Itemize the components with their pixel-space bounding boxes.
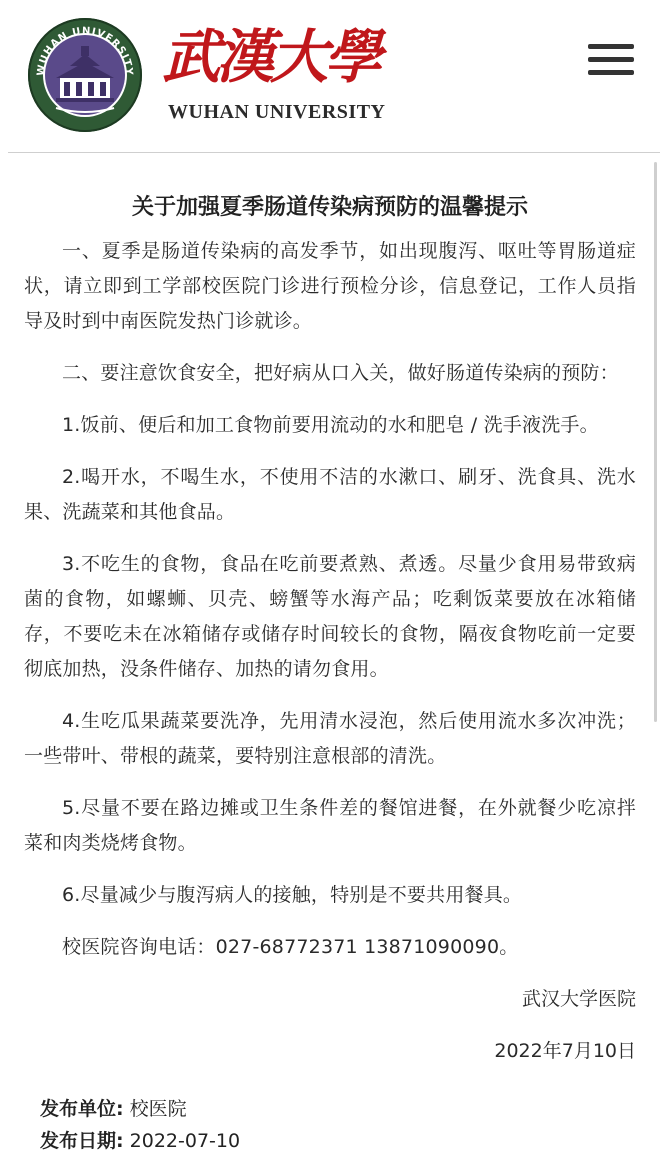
signature: 武汉大学医院 [521, 988, 636, 1010]
publish-date-value: 2022-07-10 [129, 1130, 241, 1152]
svg-text:WUHAN UNIVERSITY: WUHAN UNIVERSITY [35, 25, 135, 77]
header-divider [8, 152, 660, 153]
paragraph: 1.饭前、便后和加工食物前要用流动的水和肥皂 / 洗手液洗手。 [62, 414, 599, 436]
article-title: 关于加强夏季肠道传染病预防的温馨提示 [131, 195, 528, 220]
brand-chinese-name: 武漢大學 [162, 23, 379, 91]
article-body [24, 234, 636, 1086]
publish-date-row: 发布日期: 2022-07-10 [40, 1130, 241, 1152]
publisher-row: 发布单位: 校医院 [40, 1098, 187, 1120]
paragraph: 3.不吃生的食物，食品在吃前要煮熟、煮透。尽量少食用易带致病菌的食物，如螺蛳、贝壳、螃蟹等水海产品；吃剩饭菜要放在冰箱储存，不要吃未在冰箱储存或储存时间较长的食物，隔夜食物吃前一定要彻底加热，没条件储存、加热的请勿食用。 [24, 553, 636, 680]
paragraph: 6.尽量减少与腹泻病人的接触，特别是不要共用餐具。 [62, 884, 523, 906]
signature-date: 2022年7月10日 [494, 1040, 636, 1062]
paragraph: 2.喝开水，不喝生水，不使用不洁的水漱口、刷牙、洗食具、洗水果、洗蔬菜和其他食品。 [24, 466, 636, 523]
site-header [0, 0, 660, 152]
publisher-label: 发布单位 [40, 1098, 117, 1120]
publish-meta [40, 1093, 240, 1157]
contact-phone: 校医院咨询电话：027-68772371 13871090090。 [62, 936, 519, 958]
paragraph: 4.生吃瓜果蔬菜要洗净，先用清水浸泡，然后使用流水多次冲洗；一些带叶、带根的蔬菜，要特别注意根部的清洗。 [24, 710, 636, 767]
hamburger-menu-icon[interactable] [588, 42, 634, 78]
brand-english-name: WUHAN UNIVERSITY [168, 101, 386, 123]
publish-date-label: 发布日期 [40, 1130, 117, 1152]
publisher-value: 校医院 [129, 1098, 187, 1120]
paragraph: 二、要注意饮食安全，把好病从口入关，做好肠道传染病的预防： [62, 362, 619, 384]
paragraph: 5.尽量不要在路边摊或卫生条件差的餐馆进餐，在外就餐少吃凉拌菜和肉类烧烤食物。 [24, 797, 636, 854]
university-logo[interactable] [26, 16, 144, 134]
paragraph: 一、夏季是肠道传染病的高发季节，如出现腹泻、呕吐等胃肠道症状，请立即到工学部校医院门诊进行预检分诊，信息登记，工作人员指导及时到中南医院发热门诊就诊。 [24, 240, 636, 332]
scrollbar[interactable] [654, 162, 657, 722]
